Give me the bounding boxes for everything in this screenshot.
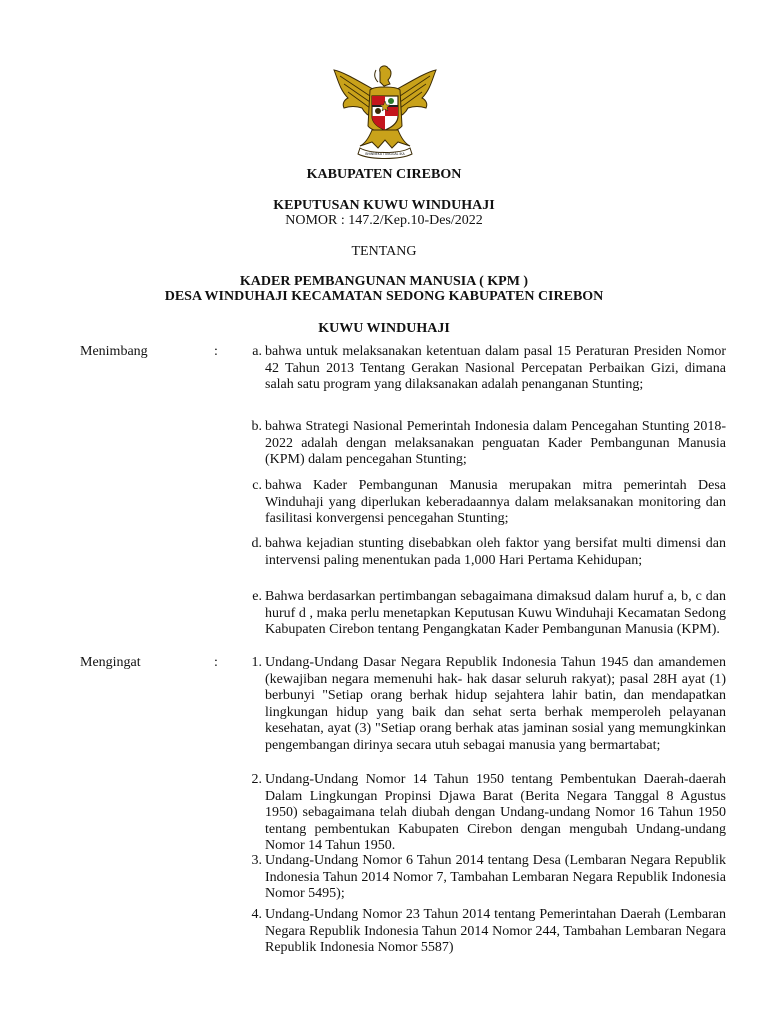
menimbang-colon: :: [214, 344, 218, 359]
item-text: Undang-Undang Nomor 6 Tahun 2014 tentang Desa (Lembaran Negara Republik Indonesia Tahun 2014 Nomor 7, Tambahan Lembaran Negara Republik Indonesia Nomor 5495);: [265, 853, 726, 901]
item-marker: c.: [252, 478, 262, 493]
item-marker: 1.: [251, 655, 262, 670]
item-text: Undang-Undang Dasar Negara Republik Indonesia Tahun 1945 dan amandemen (kewajiban negara memenuhi hak- hak dasar seluruh rakyat); pasal 28H ayat (1) berbunyi "Setiap orang berhak hidup sejahtera lahir batin, dan mendapatkan lingkungan hidup yang baik dan sehat serta berhak memperoleh pelayanan kesehatan, ayat (3) "Setiap orang berhak atas jaminan sosial yang memungkinkan pengembangan dirinya secara utuh sebagai manusia yang bermartabat;: [265, 655, 726, 753]
emblem-motto: BHINNEKA TUNGGAL IKA: [365, 152, 405, 156]
item-text: Bahwa berdasarkan pertimbangan sebagaimana dimaksud dalam huruf a, b, c dan huruf d , maka perlu menetapkan Keputusan Kuwu Winduhaji Kecamatan Sedong Kabupaten Cirebon tentang Pengangkatan Kader Pembangunan Manusia (KPM).: [265, 589, 726, 637]
region-title: KABUPATEN CIREBON: [306, 167, 462, 182]
item-text: bahwa Kader Pembangunan Manusia merupakan mitra pemerintah Desa Winduhaji yang diperlukan keberadaannya dalam melaksanakan monitoring dan fasilitasi konvergensi pencegahan Stunting;: [265, 478, 726, 526]
item-text: bahwa kejadian stunting disebabkan oleh faktor yang bersifat multi dimensi dan intervensi paling menentukan pada 1,000 Hari Pertama Kehidupan;: [265, 536, 726, 568]
garuda-emblem-icon: [330, 62, 440, 162]
item-marker: e.: [252, 589, 262, 604]
subject-line-1: KADER PEMBANGUNAN MANUSIA ( KPM ): [239, 274, 529, 289]
mengingat-colon: :: [214, 655, 218, 670]
item-marker: d.: [251, 536, 262, 551]
item-text: Undang-Undang Nomor 14 Tahun 1950 tentang Pembentukan Daerah-daerah Dalam Lingkungan Propinsi Djawa Barat (Berita Negara Tanggal 8 Agustus 1950) sebagaimana telah diubah dengan Undang-undang Nomor 16 Tahun 1950 tentang pembentukan Kabupaten Cirebon dengan mengubah Undang-undang Nomor 14 Tahun 1950.: [265, 772, 726, 853]
item-marker: 4.: [251, 907, 262, 922]
issuer-title: KUWU WINDUHAJI: [318, 321, 450, 336]
item-marker: 3.: [251, 853, 262, 868]
about-heading: TENTANG: [351, 244, 417, 259]
item-text: bahwa Strategi Nasional Pemerintah Indonesia dalam Pencegahan Stunting 2018-2022 adalah dengan melaksanakan penguatan Kader Pembangunan Manusia (KPM) dalam pencegahan Stunting;: [265, 419, 726, 467]
decree-number: NOMOR : 147.2/Kep.10-Des/2022: [285, 213, 483, 228]
mengingat-label: Mengingat: [80, 655, 141, 670]
subject-line-2: DESA WINDUHAJI KECAMATAN SEDONG KABUPATEN CIREBON: [164, 289, 604, 304]
decree-title: KEPUTUSAN KUWU WINDUHAJI: [273, 198, 495, 213]
item-text: Undang-Undang Nomor 23 Tahun 2014 tentang Pemerintahan Daerah (Lembaran Negara Republik Indonesia Tahun 2014 Nomor 244, Tambahan Lembaran Negara Republik Indonesia Nomor 5587): [265, 907, 726, 955]
menimbang-label: Menimbang: [80, 344, 148, 359]
item-marker: b.: [251, 419, 262, 434]
item-marker: a.: [252, 344, 262, 359]
item-text: bahwa untuk melaksanakan ketentuan dalam pasal 15 Peraturan Presiden Nomor 42 Tahun 2013 Tentang Gerakan Nasional Percepatan Perbaikan Gizi, dimana salah satu program yang dilaksanakan adalah penanganan Stunting;: [265, 344, 726, 392]
item-marker: 2.: [251, 772, 262, 787]
